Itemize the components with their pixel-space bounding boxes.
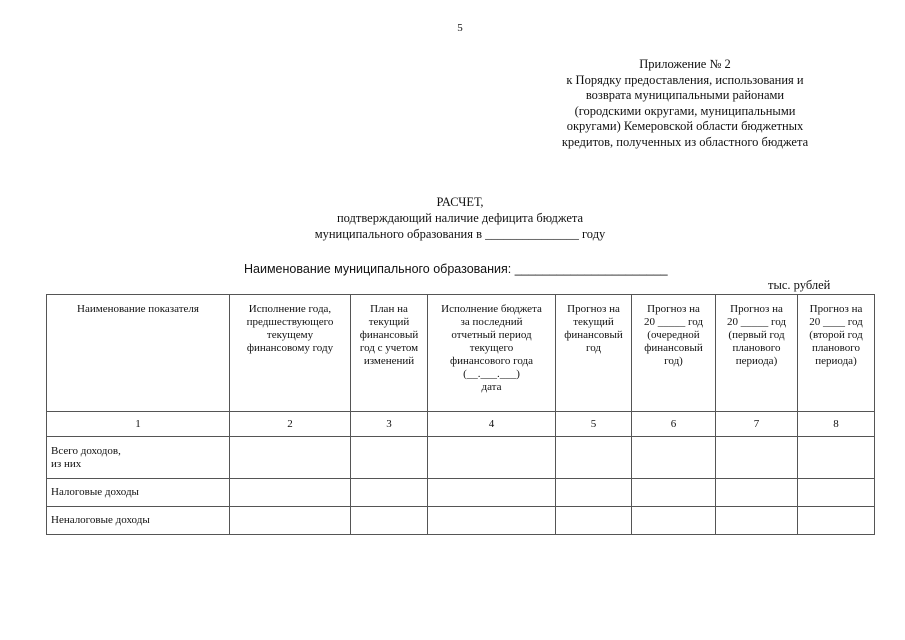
units-label: тыс. рублей: [768, 278, 831, 292]
data-cell[interactable]: [798, 507, 875, 535]
data-cell[interactable]: [632, 479, 716, 507]
calculation-table: [46, 294, 875, 535]
header-cell: Наименование показателя: [47, 295, 230, 412]
header-cell: Прогноз на 20 _____ год (очередной финансовый год): [632, 295, 716, 412]
header-cell: План на текущий финансовый год с учетом изменений: [351, 295, 428, 412]
municipality-name-label: Наименование муниципального образования: ______________________: [244, 262, 668, 276]
data-cell[interactable]: [716, 479, 798, 507]
data-cell[interactable]: [632, 437, 716, 479]
appendix-line: к Порядку предоставления, использования и: [566, 72, 804, 87]
data-cell[interactable]: [632, 507, 716, 535]
appendix-line: кредитов, полученных из областного бюджета: [561, 134, 809, 149]
column-number-row: [47, 412, 875, 437]
table-row: [47, 507, 875, 535]
title-line: РАСЧЕТ,: [436, 195, 484, 209]
data-cell[interactable]: [351, 437, 428, 479]
data-cell[interactable]: [798, 479, 875, 507]
data-cell[interactable]: [230, 437, 351, 479]
data-cell[interactable]: [351, 507, 428, 535]
column-number: 4: [428, 412, 556, 437]
appendix-line: (городскими округами, муниципальными: [574, 103, 796, 118]
data-cell[interactable]: [556, 479, 632, 507]
column-number: 7: [716, 412, 798, 437]
table-row: [47, 479, 875, 507]
header-cell: Прогноз на 20 _____ год (первый год планового периода): [716, 295, 798, 412]
data-cell[interactable]: [428, 507, 556, 535]
data-cell[interactable]: [230, 479, 351, 507]
appendix-line: Приложение № 2: [639, 57, 731, 71]
column-number: 1: [47, 412, 230, 437]
appendix-line: округами) Кемеровской области бюджетных: [566, 119, 804, 133]
row-label: Налоговые доходы: [47, 479, 230, 507]
column-number: 8: [798, 412, 875, 437]
document-title: [210, 194, 710, 242]
page-number: 5: [457, 22, 463, 34]
row-label: Неналоговые доходы: [47, 507, 230, 535]
column-number: 5: [556, 412, 632, 437]
title-line: муниципального образования в _______________ году: [314, 227, 606, 241]
data-cell[interactable]: [351, 479, 428, 507]
data-cell[interactable]: [716, 507, 798, 535]
header-cell: Исполнение года, предшествующего текущему финансовому году: [230, 295, 351, 412]
data-cell[interactable]: [798, 437, 875, 479]
row-label: Всего доходов, из них: [47, 437, 230, 479]
appendix-line: возврата муниципальными районами: [585, 88, 785, 102]
data-cell[interactable]: [716, 437, 798, 479]
column-number: 6: [632, 412, 716, 437]
header-cell: Прогноз на 20 ____ год (второй год планового периода): [798, 295, 875, 412]
table-row: [47, 437, 875, 479]
data-cell[interactable]: [230, 507, 351, 535]
column-number: 2: [230, 412, 351, 437]
column-number: 3: [351, 412, 428, 437]
data-cell[interactable]: [556, 437, 632, 479]
data-cell[interactable]: [428, 479, 556, 507]
header-cell: Исполнение бюджета за последний отчетный период текущего финансового года (__.___.___) дата: [428, 295, 556, 412]
data-cell[interactable]: [428, 437, 556, 479]
appendix-block: [520, 57, 850, 150]
title-line: подтверждающий наличие дефицита бюджета: [336, 211, 584, 225]
header-row: [47, 295, 875, 412]
header-cell: Прогноз на текущий финансовый год: [556, 295, 632, 412]
data-cell[interactable]: [556, 507, 632, 535]
